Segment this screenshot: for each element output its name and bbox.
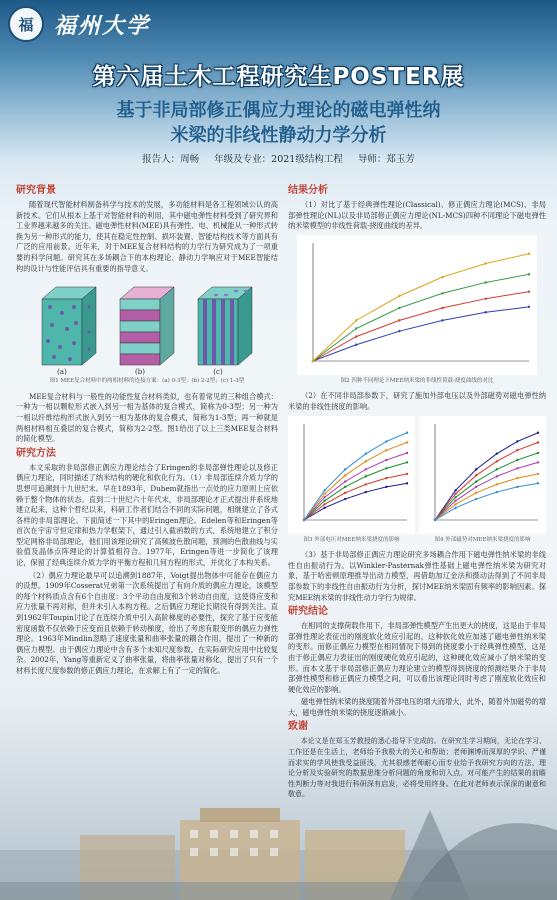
series-4-point (365, 468, 367, 470)
right-column (288, 182, 546, 802)
voltage-effect-chart (288, 416, 415, 534)
section-title-conclusion: 研究结论 (288, 606, 328, 618)
figure-4-block (419, 416, 546, 551)
series-5-point (496, 483, 498, 485)
series-4-point (537, 461, 539, 463)
series-1-point (496, 452, 498, 454)
series-3-point (406, 461, 408, 463)
grade-major: 年级及专业：2021级结构工程 (214, 154, 343, 165)
series-4-point (385, 458, 387, 460)
series-2-point (485, 297, 487, 299)
series-2-point (385, 476, 387, 478)
series-2-point (355, 335, 357, 337)
series-5-point (454, 503, 456, 505)
series-1-point (485, 311, 487, 313)
series-2-point (406, 472, 408, 474)
series-1-point (398, 330, 400, 332)
series-3-point (475, 480, 477, 482)
series-3-point (323, 499, 325, 501)
series-4-point (344, 480, 346, 482)
series-6-point (454, 506, 456, 508)
series-5-point (344, 474, 346, 476)
composite-modes-paragraph: MEE复合材料与一般性的功能性复合材料类似，也有着常见的三种组合模式：一种为一相以颗粒形式嵌入到另一相为基体的复合模式，简称为0-3型；另一种为一相以纤维结构形式嵌入到另一相为基体的复合模式，简称为1-3型；再一种就是两相材料相互叠层的复合模式，简称为2-2型。图1给出了以上三类MEE复合材料的简化模型。 (16, 391, 278, 444)
series-line-3 (435, 453, 538, 520)
series-3-point (528, 273, 530, 275)
section-title-acknowledgement: 致谢 (288, 721, 308, 733)
series-line-4 (304, 453, 407, 520)
series-4-point (516, 467, 518, 469)
series-2-point (475, 474, 477, 476)
series-3-point (537, 451, 539, 453)
series-5-point (385, 449, 387, 451)
scheme-label-a: (a) (57, 368, 67, 376)
scheme-2-2-panel (110, 277, 184, 375)
section-title-results: 结果分析 (288, 185, 328, 196)
scheme-label-b: (b) (135, 368, 145, 376)
series-line-3 (313, 274, 529, 361)
series-4-point (441, 276, 443, 278)
campus-building-image (0, 790, 557, 900)
series-3-point (385, 467, 387, 469)
series-6-point (537, 482, 539, 484)
figure-2-caption: 图2 四种不同理论下MEE纳米梁的非线性荷载-挠度曲线的对比 (340, 377, 494, 384)
figure-2-chart (297, 235, 537, 375)
section-title-background: 研究背景 (16, 185, 56, 196)
method-paragraph-1: 本文采取的非局部修正偶应力理论结合了Eringen的非局部弹性理论以及修正偶应力理论，同时描述了纳米结构的硬化和软化行为。（1）非局部连续介质力学的思想可追溯到十九世纪末。早在1893年，Duhem就指出一点处的应力原则上应依赖于整个物体的状态。直到二十世纪六十年代末，非局部理论才正式提出并系统地建立起来，这种个哲纪以来，科研工作者们结合不同的实际问题，相继建立了各式各样的非局部理论。下面简述一下其中的Eringen理论。Edelen等和Eringen等首次在宇宙守恒定律和热力学框架下，通过引入截函数的方式，系统地建立了积分型定网格非局部理论，他们用该理论研究了高频波色散问题，预测的色散曲线与实验值及晶体点阵理论的计算值相符合。1977年，Eringen等进一步简化了该理论，保留了经典连续介质力学的平衡方程和几何方程的形式，并优化了本构关系。 (16, 462, 278, 568)
results-paragraph-1: （1）对比了基于经典弹性理论(Classical)、修正偶应力理论(MCS)、非局部弹性理论(NL)以及非局部修正偶应力理论(NL-MCS)四种不同理论下磁电弹性纳米梁模型的非线性荷载-挠度曲线的差异。 (288, 200, 546, 231)
series-2-point (398, 319, 400, 321)
series-4-point (475, 485, 477, 487)
figure-composite-schemes (32, 277, 262, 375)
series-2-point (537, 441, 539, 443)
conclusion-paragraph-2: 磁电弹性纳米梁的挠度随着外部电压的增大而增大，此外，随着外加磁势的增大，磁电弹性纳米梁的挠度逐渐减小。 (288, 697, 546, 717)
series-1-point (365, 490, 367, 492)
series-3-point (355, 327, 357, 329)
series-6-point (516, 485, 518, 487)
series-3-point (398, 306, 400, 308)
series-6-point (406, 431, 408, 433)
series-4-point (323, 496, 325, 498)
series-3-point (454, 496, 456, 498)
series-4-point (528, 252, 530, 254)
series-1-point (475, 468, 477, 470)
figure-3-4-row (288, 416, 546, 551)
series-4-point (454, 499, 456, 501)
series-3-point (496, 468, 498, 470)
author-line (0, 151, 557, 165)
series-2-point (344, 491, 346, 493)
series-6-point (496, 490, 498, 492)
series-2-point (454, 492, 456, 494)
series-6-point (323, 489, 325, 491)
university-logo (8, 6, 44, 42)
series-2-point (441, 306, 443, 308)
series-3-point (344, 485, 346, 487)
series-1-point (406, 482, 408, 484)
series-line-6 (304, 432, 407, 519)
series-line-4 (313, 254, 529, 361)
series-4-point (398, 295, 400, 297)
logo-glyph: 福 (18, 15, 34, 34)
series-5-point (537, 472, 539, 474)
poster-title-line-1: 基于非局部修正偶应力理论的磁电弹性纳 (116, 100, 441, 121)
series-line-1 (435, 432, 538, 519)
series-6-point (365, 452, 367, 454)
series-4-point (496, 475, 498, 477)
series-6-point (344, 468, 346, 470)
left-column (16, 182, 278, 679)
reporter: 报告人：周畅 (142, 154, 200, 165)
series-3-point (441, 292, 443, 294)
figure-1-caption: 图1 MEE复合材料中的两相材料的连接方案：(a) 0-3型；(b) 2-2型；(c) 1-3型 (49, 378, 245, 385)
series-6-point (303, 518, 305, 520)
advisor: 导师：郑玉芳 (357, 154, 415, 165)
background-paragraph: 随着现代智能材料制备科学与技术的发展，多功能材料是各工程领域公认的高新技术。它们从根本上基于对智能材料的利用，其中磁电弹性材料受到了研究界和工业界越来越多的关注。磁电弹性材料(MEE)具有弹性、电、机械能从一种形式转换为另一种形式的能力，使其在稳定性控制、损坏装置、智能结构技术等方面具有广泛的应用前景。近年来，对于MEE复合材料结构的力学行为研究成为了一项重要的科学问题。研究其在多场耦合下的本构理论、静动力学响应对于MEE智能结构的设计与性能评估具有重要的指导意义。 (16, 200, 278, 273)
series-3-point (365, 475, 367, 477)
series-6-point (434, 518, 436, 520)
section-title-method: 研究方法 (16, 447, 56, 459)
series-1-point (537, 431, 539, 433)
series-2-point (528, 290, 530, 292)
magnetic-effect-chart (419, 416, 546, 534)
series-1-point (441, 319, 443, 321)
acknowledgement-paragraph: 本论文是在郑玉芳教授的悉心指导下完成的。在研究生学习期间，无论在学习、工作还是在生活上，老师给予我极大的关心和帮助；老师渊博而深厚的学识、严谨而求实的学风使我受益匪浅，尤其很感老师耐心而专业给予我研究方向的方法，理论分析及实验研究的数据思维分析问题的角度和切入点，对可能产生的结果的前瞻性判断力等对我进行科研深有启发，必将受用终身。在此对老师表示深深的谢意和敬意。 (288, 737, 546, 799)
series-line-1 (313, 307, 529, 361)
series-1-point (344, 497, 346, 499)
series-4-point (406, 451, 408, 453)
series-5-point (406, 441, 408, 443)
figure-4-caption: 图4 外部磁势对MEE纳米梁挠度的影响 (434, 536, 531, 543)
results-paragraph-3: （3）基于非局部修正偶应力理论研究多场耦合作用下磁电弹性纳米梁的非线性自由振动行为。以Winkler-Pasternak弹性基础上磁电弹性纳米梁为研究对象，基于哈密顿原理推导出动力模型，再借助加辽金法和摄动法得到了不同非局部参数下的非线性自由振动行为分析，探讨MEE纳米梁固有频率的影响因素。探究MEE纳米梁的非线性动力学行为规律。 (288, 550, 546, 602)
series-5-point (365, 460, 367, 462)
series-2-point (323, 503, 325, 505)
series-4-point (355, 319, 357, 321)
series-4-point (312, 360, 314, 362)
series-2-point (496, 460, 498, 462)
figure-3-caption: 图3 外部电压对MEE纳米梁挠度的影响 (303, 536, 400, 543)
series-5-point (323, 492, 325, 494)
series-1-point (385, 485, 387, 487)
series-1-point (454, 489, 456, 491)
scheme-label-c: (c) (213, 368, 223, 376)
series-line-2 (313, 291, 529, 360)
conclusion-paragraph-1: 在相同的支撑荷载作用下，非局部弹性模型产生出更大的挠度，这是由于非局部弹性理论表征出的刚度软化效应引起的，这种软化效应加速了磁电弹性纳米梁的变形。而修正偶应力模型在相同情况下得到的挠度要小于经典弹性模型，这是由于修正偶应力表征出的刚度硬化效应引起的，这种硬化效应减小了纳米梁的变形。而本文基于非局部修正偶应力理论建立的模型得到挠度的预测结果介于非局部弹性模型和修正偶应力模型之间，可以看出该理论同时考虑了刚度软化效应和硬化效应的影响。 (288, 621, 546, 694)
event-title: 第六届土木工程研究生POSTER展 (92, 64, 465, 90)
series-1-point (528, 305, 530, 307)
series-4-point (485, 262, 487, 264)
poster-title-line-2: 米梁的非线性静动力学分析 (170, 125, 387, 146)
results-paragraph-2: （2）在不同非局部参数下，研究了施加外部电压以及外部磁势对磁电弹性纳米梁的非线性挠度的影响。 (288, 391, 546, 411)
series-5-point (475, 491, 477, 493)
series-1-point (516, 440, 518, 442)
series-3-point (485, 281, 487, 283)
university-name: 福州大学 (54, 13, 151, 39)
series-2-point (516, 449, 518, 451)
series-5-point (516, 476, 518, 478)
series-6-point (385, 440, 387, 442)
figure-3-block (288, 416, 415, 551)
series-2-point (365, 483, 367, 485)
series-1-point (355, 343, 357, 345)
scheme-0-3-panel (32, 277, 106, 375)
load-deflection-chart (297, 235, 537, 375)
scheme-1-3-panel (188, 277, 262, 375)
series-3-point (516, 458, 518, 460)
series-1-point (323, 506, 325, 508)
method-paragraph-2: （2）偶应力理论最早可以追溯到1887年，Voigt提出物体中可能存在偶应力的设想。1909年Cosserat兄弟第一次系统提出了有向介质的偶应力理论，该模型的每个材料质点含有6个自由度：3个平动自由度和3个转动自由度，这使得应变和应力张量不再对称，但并未引入本构方程。之后偶应力理论长期没有得到关注。直到1962年Toupin讨论了在连续介质中引入高阶梯度的必要性，探究了基于应变能密度函数不仅依赖于应变而且依赖于转动梯度，给出了考虑有限变形的偶应力弹性理论。1963年Mindlin忽略了速度张量和曲率张量的耦合作用，提出了一种新的偶应力模型。由于偶应力理论中含有多个未知尺度参数，在实际研究应用中比较复杂。2002年，Yang等重新定义了曲率张量，将曲率张量对称化，提出了只有一个材料长度尺度参数的修正偶应力理论，在求解上有了一定的简化。 (16, 570, 278, 675)
series-6-point (475, 497, 477, 499)
